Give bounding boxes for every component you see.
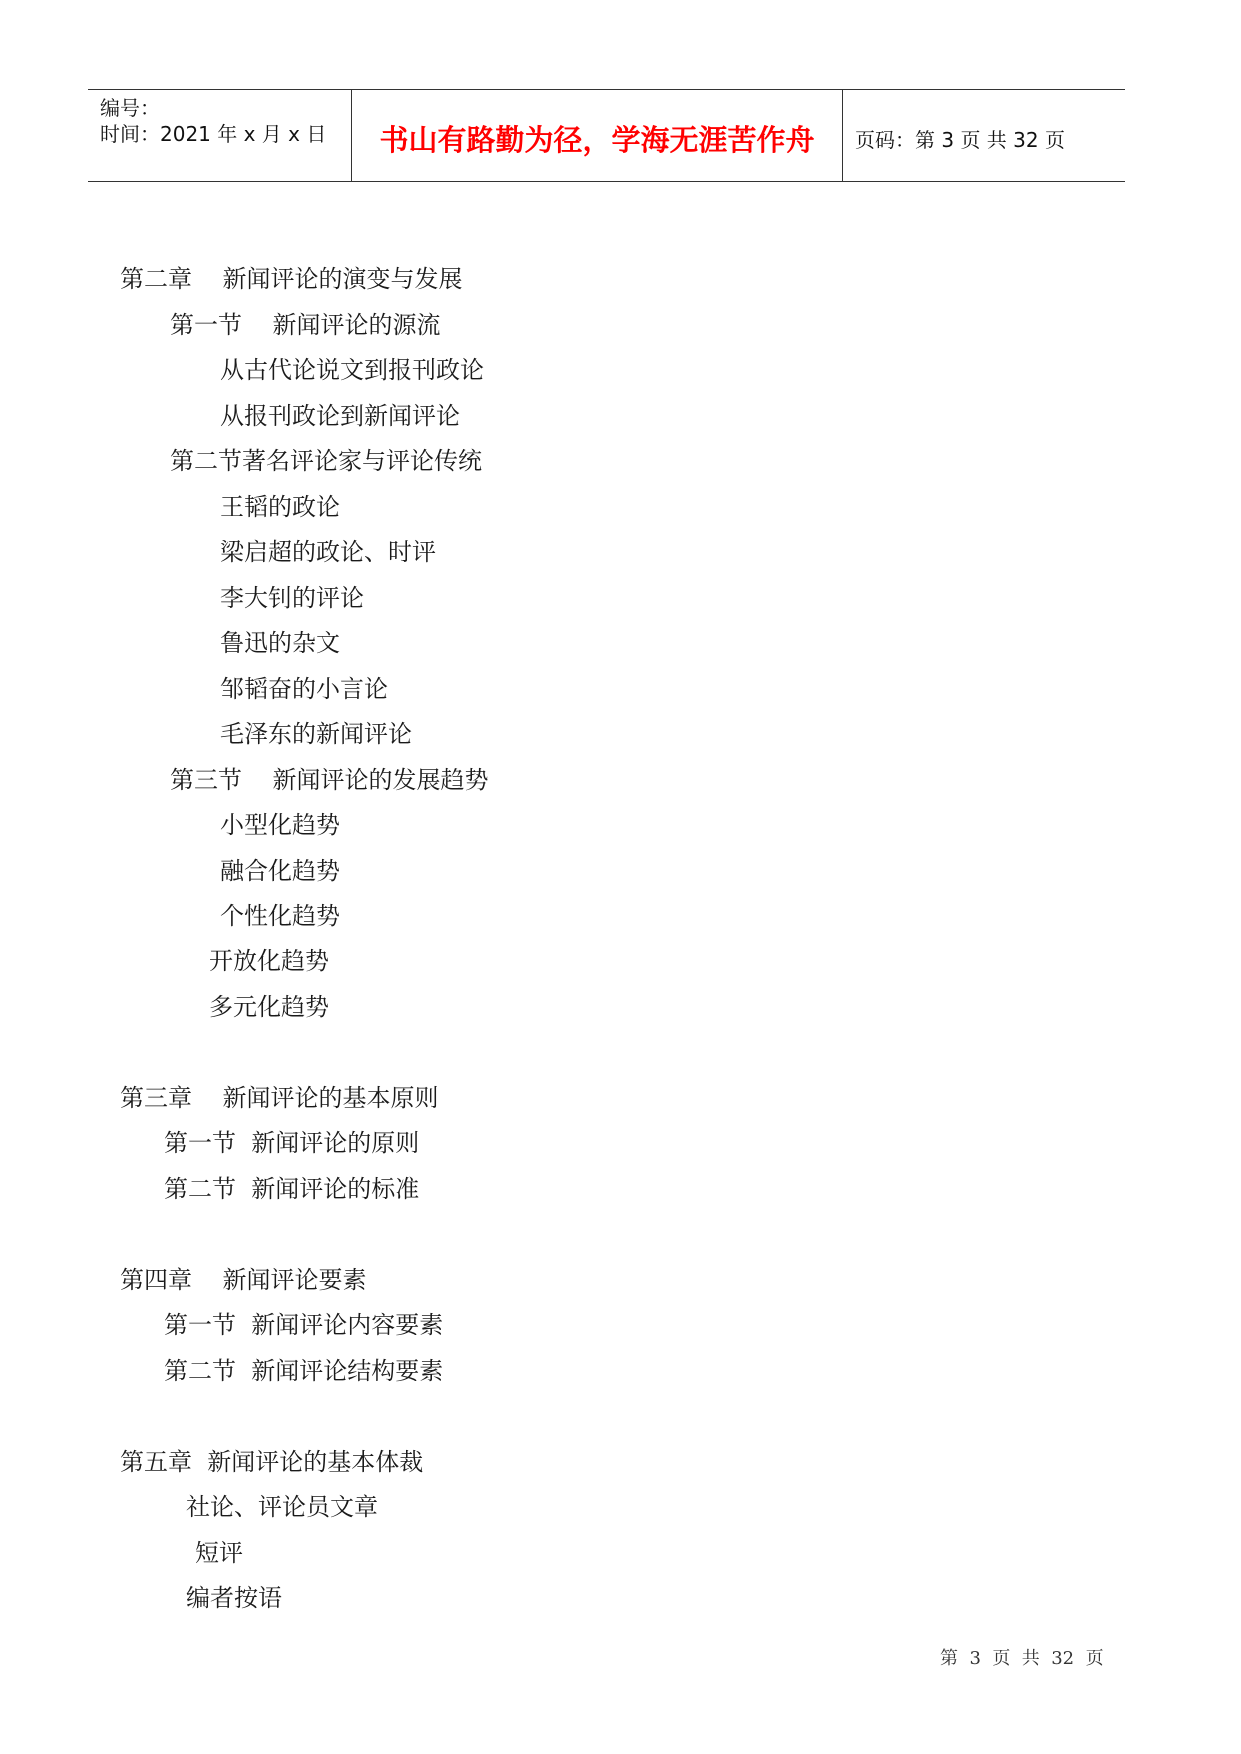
- chapter-5-title: 第五章 新闻评论的基本体裁: [120, 1448, 424, 1476]
- toc-item: 李大钊的评论: [220, 584, 364, 612]
- toc-item: 短评: [195, 1539, 243, 1567]
- document-number-label: 编号：: [100, 96, 160, 120]
- toc-item: 毛泽东的新闻评论: [220, 720, 412, 748]
- header-motto-cell: [352, 90, 843, 181]
- chapter-4-section-2: 第二节 新闻评论结构要素: [164, 1357, 444, 1385]
- chapter-2-section-2: 第二节著名评论家与评论传统: [170, 447, 482, 475]
- page-footer: 第 3 页 共 32 页: [940, 1648, 1104, 1669]
- chapter-3-section-1: 第一节 新闻评论的原则: [164, 1129, 420, 1157]
- toc-item: 多元化趋势: [209, 993, 329, 1021]
- toc-item: 梁启超的政论、时评: [220, 538, 436, 566]
- toc-item: 王韬的政论: [220, 493, 340, 521]
- toc-item: 从报刊政论到新闻评论: [220, 402, 460, 430]
- header-page-cell: [843, 90, 1125, 181]
- toc-item: 个性化趋势: [220, 902, 340, 930]
- chapter-4-section-1: 第一节 新闻评论内容要素: [164, 1311, 444, 1339]
- chapter-3-title: 第三章 新闻评论的基本原则: [120, 1084, 439, 1112]
- chapter-4-title: 第四章 新闻评论要素: [120, 1266, 367, 1294]
- toc-item: 融合化趋势: [220, 857, 340, 885]
- chapter-2-section-3: 第三节 新闻评论的发展趋势: [170, 766, 489, 794]
- toc-item: 开放化趋势: [209, 947, 329, 975]
- toc-item: 从古代论说文到报刊政论: [220, 356, 484, 384]
- toc-item: 编者按语: [186, 1584, 282, 1612]
- header-meta-cell: [88, 90, 352, 181]
- toc-item: 社论、评论员文章: [186, 1493, 378, 1521]
- document-time-label: 时间：2021 年 x 月 x 日: [100, 122, 327, 146]
- chapter-2-section-1: 第一节 新闻评论的源流: [170, 311, 441, 339]
- toc-item: 邹韬奋的小言论: [220, 675, 388, 703]
- chapter-3-section-2: 第二节 新闻评论的标准: [164, 1175, 420, 1203]
- toc-item: 鲁迅的杂文: [220, 629, 340, 657]
- header-page-code: 页码：第 3 页 共 32 页: [855, 128, 1065, 152]
- page-header: [88, 89, 1125, 182]
- chapter-2-title: 第二章 新闻评论的演变与发展: [120, 265, 463, 293]
- toc-item: 小型化趋势: [220, 811, 340, 839]
- header-motto: 书山有路勤为径，学海无涯苦作舟: [379, 123, 815, 157]
